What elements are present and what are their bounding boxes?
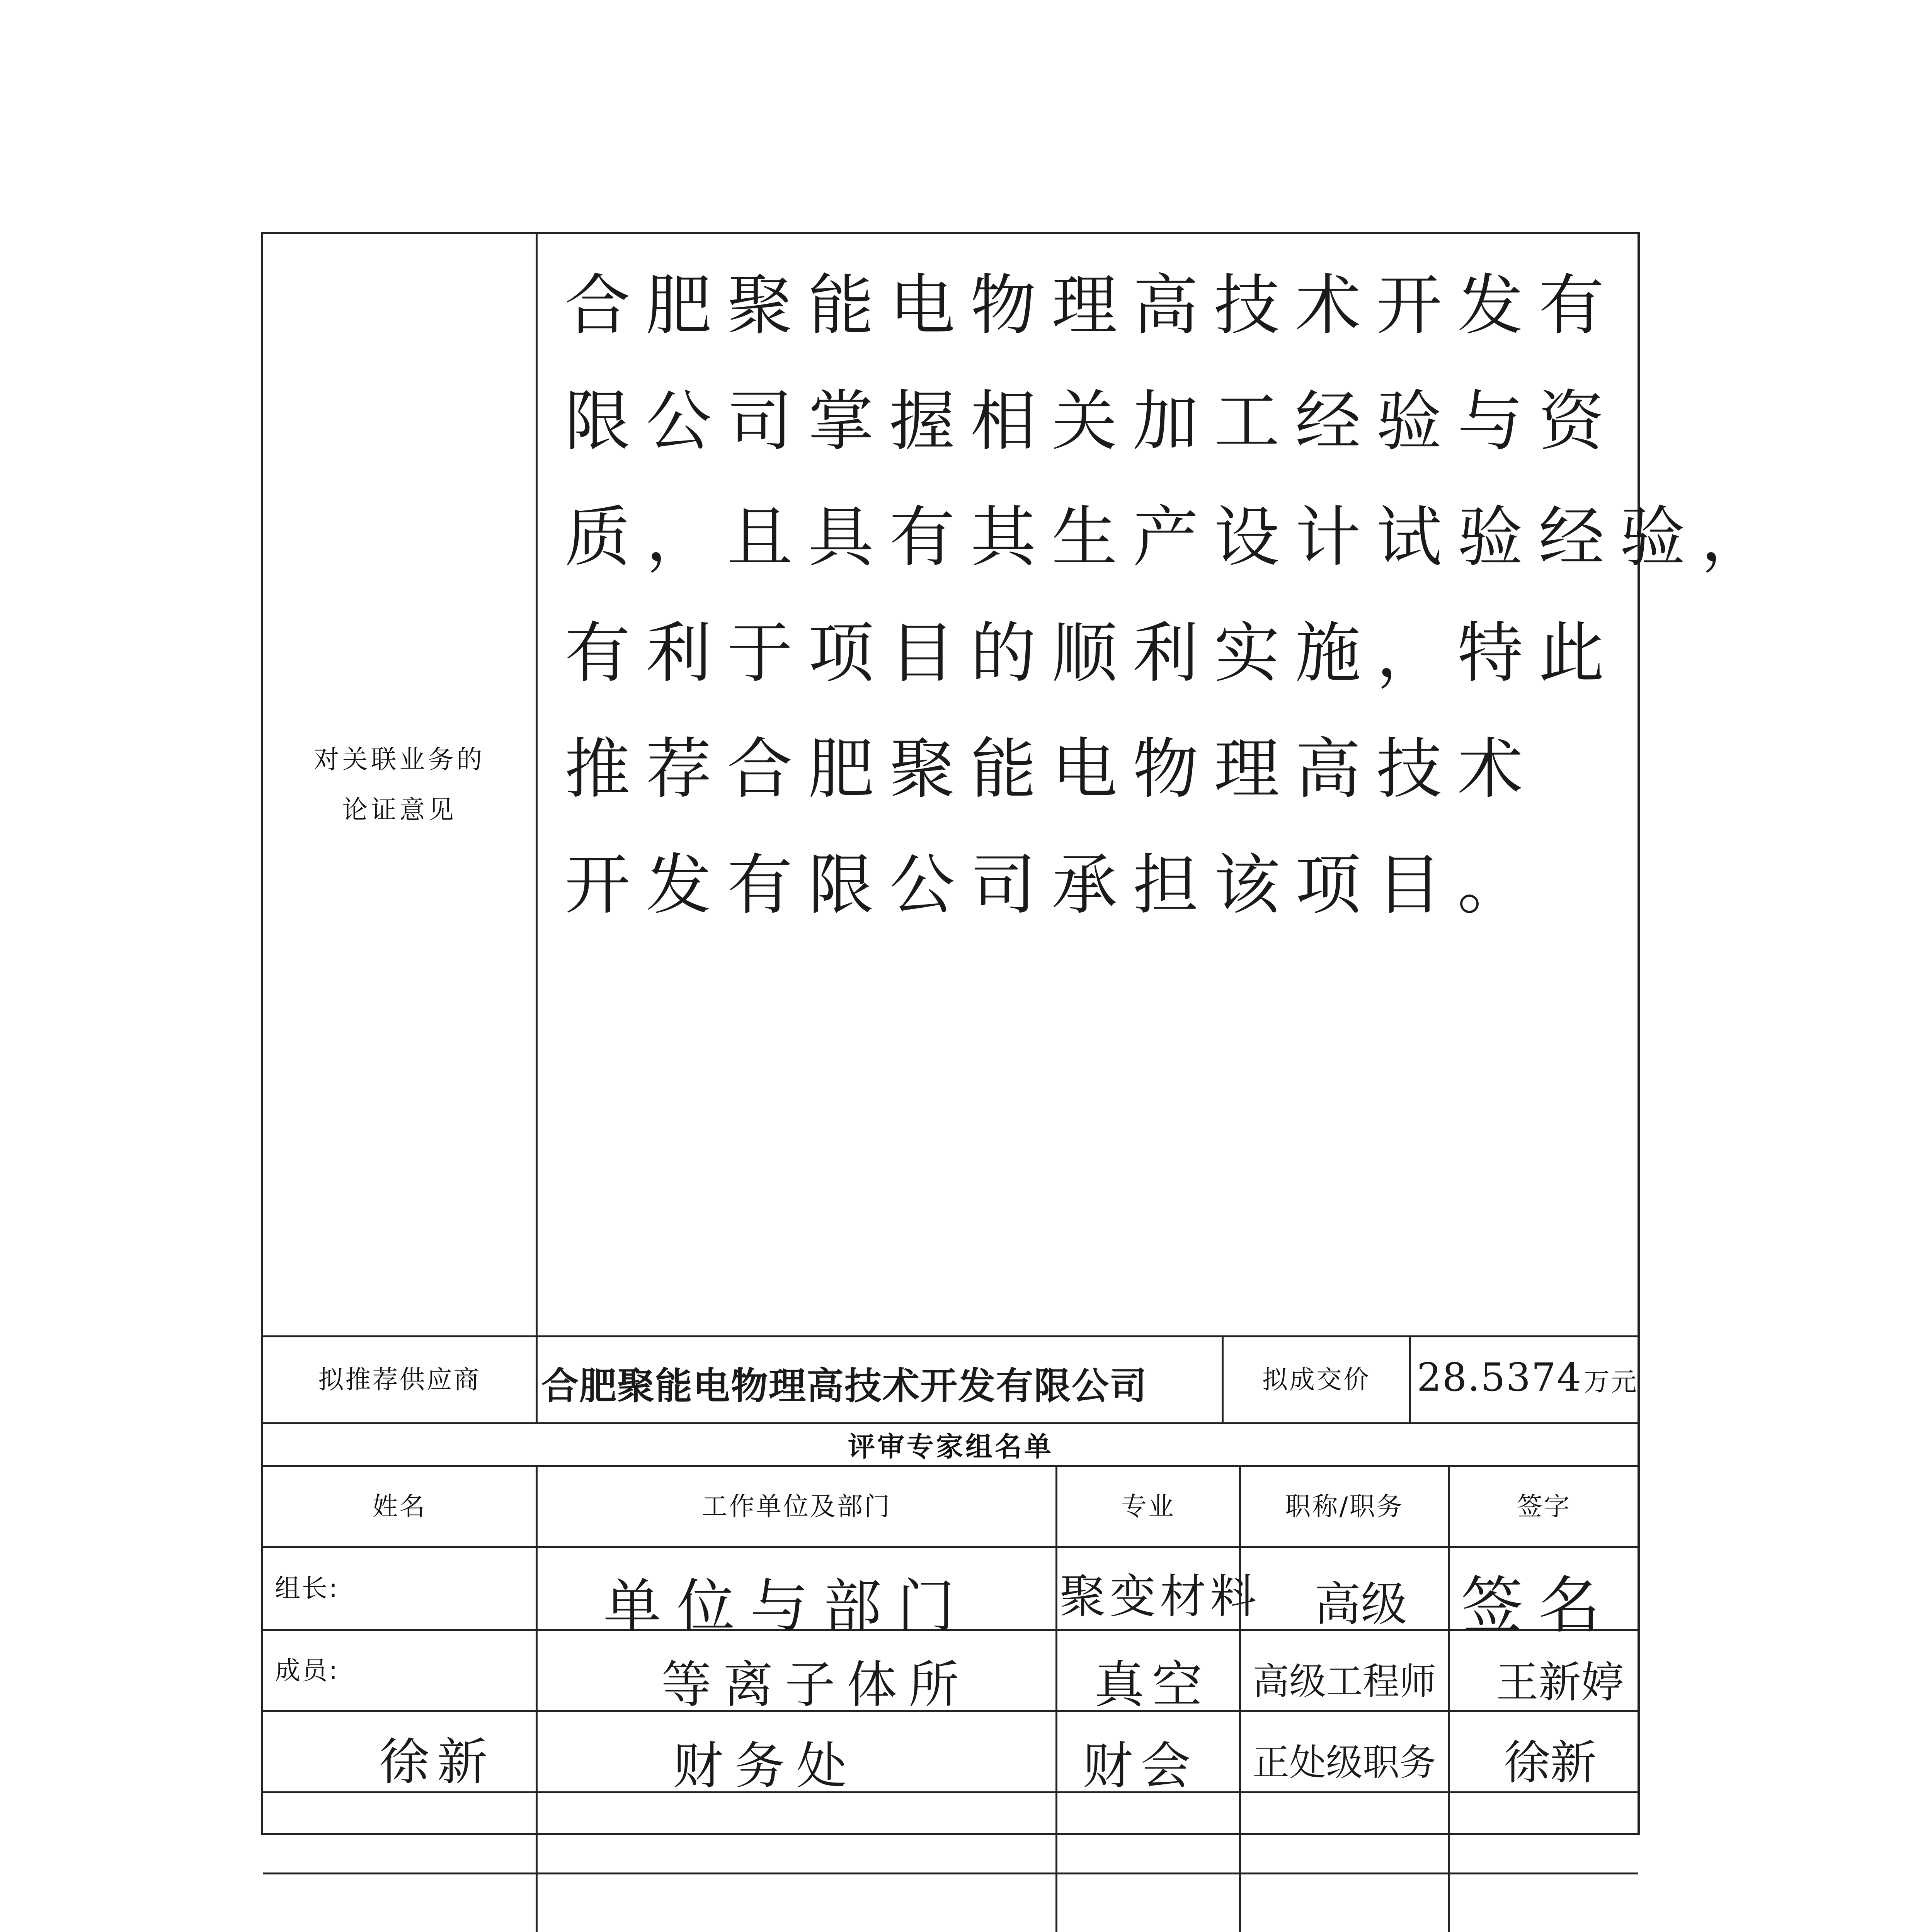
member-sign: 徐新 bbox=[1504, 1736, 1597, 1790]
review-form bbox=[261, 232, 1782, 1835]
header-name: 姓名 bbox=[372, 1491, 427, 1521]
member-unit: 等离子体所 bbox=[661, 1655, 971, 1714]
member-name: 成员: bbox=[275, 1655, 339, 1685]
member-title: 高级 bbox=[1314, 1578, 1407, 1631]
member-title: 正处级职务 bbox=[1253, 1742, 1437, 1784]
header-unit: 工作单位及部门 bbox=[702, 1491, 891, 1521]
opinion-line: 有利于项目的顺利实施，特此 bbox=[565, 615, 1620, 692]
member-major: 真空 bbox=[1094, 1655, 1210, 1714]
member-name: 组长: bbox=[275, 1573, 339, 1604]
expert-group-title: 评审专家组名单 bbox=[848, 1431, 1054, 1463]
header-title: 职称/职务 bbox=[1285, 1491, 1404, 1521]
opinion-line: 合肥聚能电物理高技术开发有 bbox=[565, 267, 1620, 344]
member-unit: 单位与部门 bbox=[603, 1573, 971, 1640]
row-divider bbox=[263, 1872, 1638, 1874]
opinion-line: 开发有限公司承担该项目。 bbox=[565, 847, 1539, 923]
supplier-value: 合肥聚能电物理高技术开发有限公司 bbox=[541, 1364, 1147, 1408]
header-major: 专业 bbox=[1121, 1491, 1175, 1521]
price-label: 拟成交价 bbox=[1262, 1365, 1370, 1395]
header-sign: 签字 bbox=[1517, 1491, 1571, 1521]
opinion-label: 对关联业务的 论证意见 bbox=[313, 745, 485, 825]
price-group bbox=[1417, 1355, 1638, 1403]
member-sign: 王新婷 bbox=[1496, 1658, 1624, 1707]
member-unit: 财务处 bbox=[673, 1736, 859, 1795]
price-unit: 万元 bbox=[1584, 1367, 1638, 1397]
col-divider bbox=[1409, 1335, 1411, 1422]
opinion-line: 质，且具有其生产设计试验经验， bbox=[565, 499, 1782, 576]
opinion-handwriting bbox=[565, 267, 1782, 1297]
supplier-label: 拟推荐供应商 bbox=[318, 1365, 481, 1395]
member-name: 徐新 bbox=[379, 1733, 495, 1791]
member-major: 财会 bbox=[1083, 1736, 1199, 1795]
opinion-line: 限公司掌握相关加工经验与资 bbox=[565, 383, 1620, 460]
col-divider bbox=[536, 234, 538, 1422]
member-major: 聚变材料 bbox=[1059, 1570, 1260, 1624]
price-value: 28.5374 bbox=[1417, 1355, 1582, 1400]
opinion-line: 推荐合肥聚能电物理高技术 bbox=[565, 731, 1539, 808]
member-title: 高级工程师 bbox=[1253, 1660, 1437, 1703]
member-sign: 签名 bbox=[1461, 1569, 1616, 1641]
